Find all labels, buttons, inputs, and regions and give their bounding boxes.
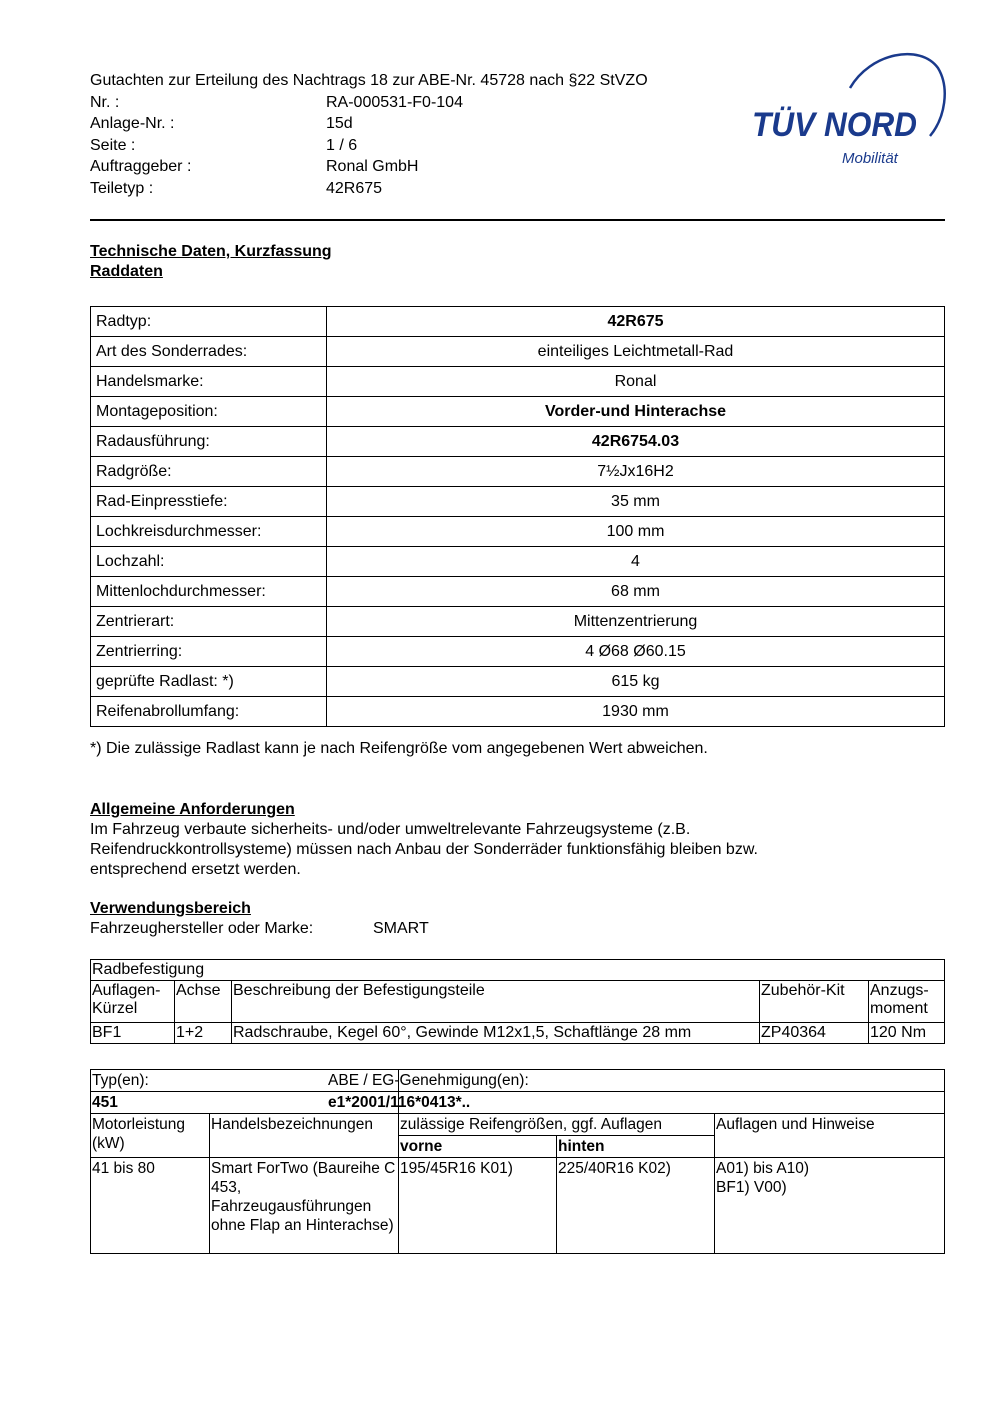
row-label: Handelsmarke: bbox=[91, 367, 327, 397]
section-title: Verwendungsbereich bbox=[90, 900, 251, 917]
row-value: 42R675 bbox=[327, 307, 945, 337]
svg-text:TÜV NORD: TÜV NORD bbox=[752, 106, 917, 144]
tuv-nord-logo bbox=[750, 48, 950, 178]
row-value: 100 mm bbox=[327, 517, 945, 547]
column-header: zulässige Reifengrößen, ggf. Auflagen bbox=[399, 1114, 715, 1136]
row-label: Radgröße: bbox=[91, 457, 327, 487]
table-row bbox=[91, 367, 945, 397]
radbefestigung-table bbox=[90, 959, 945, 1044]
paragraph-line: Im Fahrzeug verbaute sicherheits- und/oder umweltrelevante Fahrzeugsysteme (z.B. bbox=[90, 821, 691, 838]
document-title: Gutachten zur Erteilung des Nachtrags 18 zur ABE-Nr. 45728 nach §22 StVZO bbox=[90, 72, 648, 89]
table-row bbox=[91, 337, 945, 367]
row-value: 4 Ø68 Ø60.15 bbox=[327, 637, 945, 667]
row-value: 35 mm bbox=[327, 487, 945, 517]
field-value: 1 / 6 bbox=[326, 136, 358, 154]
column-header: hinten bbox=[557, 1136, 715, 1158]
table-row bbox=[91, 517, 945, 547]
document-header bbox=[90, 70, 648, 199]
manufacturer-value: SMART bbox=[373, 920, 429, 937]
row-label: Art des Sonderrades: bbox=[91, 337, 327, 367]
raddaten-table bbox=[90, 306, 945, 727]
table-row bbox=[91, 487, 945, 517]
row-label: Montageposition: bbox=[91, 397, 327, 427]
paragraph-line: entsprechend ersetzt werden. bbox=[90, 861, 301, 878]
column-header: Beschreibung der Befestigungsteile bbox=[232, 981, 760, 1023]
table-cell: 1+2 bbox=[175, 1023, 232, 1044]
table-row bbox=[91, 397, 945, 427]
table-cell: Smart ForTwo (Baureihe C 453, Fahrzeugausführungen ohne Flap an Hinterachse) bbox=[210, 1158, 399, 1254]
row-value: 68 mm bbox=[327, 577, 945, 607]
column-header: Anzugs-moment bbox=[869, 981, 945, 1023]
table-cell: 225/40R16 K02) bbox=[557, 1158, 715, 1254]
row-value: Mittenzentrierung bbox=[327, 607, 945, 637]
row-label: Lochkreisdurchmesser: bbox=[91, 517, 327, 547]
field-label: Nr. : bbox=[90, 93, 120, 111]
column-header: Handelsbezeichnungen bbox=[210, 1114, 399, 1158]
row-value: einteiliges Leichtmetall-Rad bbox=[327, 337, 945, 367]
table-title: Radbefestigung bbox=[91, 960, 945, 981]
table-cell: Radschraube, Kegel 60°, Gewinde M12x1,5, Schaftlänge 28 mm bbox=[232, 1023, 760, 1044]
table-row bbox=[91, 607, 945, 637]
row-label: Zentrierart: bbox=[91, 607, 327, 637]
typ-value: 451 bbox=[91, 1092, 399, 1114]
section-title: Technische Daten, Kurzfassung bbox=[90, 243, 332, 260]
column-header: Zubehör-Kit bbox=[760, 981, 869, 1023]
table-row bbox=[91, 577, 945, 607]
table-row bbox=[91, 457, 945, 487]
column-header: Motorleistung (kW) bbox=[91, 1114, 210, 1158]
paragraph-line: Reifendruckkontrollsysteme) müssen nach Anbau der Sonderräder funktionsfähig bleiben bzw. bbox=[90, 841, 758, 858]
footnote: *) Die zulässige Radlast kann je nach Reifengröße vom angegebenen Wert abweichen. bbox=[90, 740, 708, 757]
row-label: Mittenlochdurchmesser: bbox=[91, 577, 327, 607]
section-title: Allgemeine Anforderungen bbox=[90, 801, 295, 818]
table-cell: BF1 bbox=[91, 1023, 175, 1044]
row-value: 1930 mm bbox=[327, 697, 945, 727]
svg-text:Mobilität: Mobilität bbox=[842, 150, 898, 167]
table-cell: 195/45R16 K01) bbox=[399, 1158, 557, 1254]
table-cell: 41 bis 80 bbox=[91, 1158, 210, 1254]
row-value: Vorder-und Hinterachse bbox=[327, 397, 945, 427]
row-value: Ronal bbox=[327, 367, 945, 397]
row-label: Zentrierring: bbox=[91, 637, 327, 667]
row-label: Rad-Einpresstiefe: bbox=[91, 487, 327, 517]
table-cell: A01) bis A10) BF1) V00) bbox=[715, 1158, 945, 1254]
table-cell: 120 Nm bbox=[869, 1023, 945, 1044]
table-cell: ZP40364 bbox=[760, 1023, 869, 1044]
row-value: 7½Jx16H2 bbox=[327, 457, 945, 487]
row-value: 42R6754.03 bbox=[327, 427, 945, 457]
column-header: vorne bbox=[399, 1136, 557, 1158]
row-value: 615 kg bbox=[327, 667, 945, 697]
typ-label: Typ(en): bbox=[91, 1070, 399, 1092]
field-label: Teiletyp : bbox=[90, 179, 154, 197]
row-label: geprüfte Radlast: *) bbox=[91, 667, 327, 697]
field-value: RA-000531-F0-104 bbox=[326, 93, 463, 111]
table-row bbox=[91, 547, 945, 577]
field-value: Ronal GmbH bbox=[326, 158, 419, 175]
typ-table bbox=[90, 1069, 945, 1254]
table-row bbox=[91, 637, 945, 667]
manufacturer-label: Fahrzeughersteller oder Marke: bbox=[90, 920, 314, 937]
field-value: 15d bbox=[326, 115, 353, 132]
abe-value: e1*2001/116*0413*.. bbox=[399, 1092, 945, 1114]
row-label: Reifenabrollumfang: bbox=[91, 697, 327, 727]
field-label: Anlage-Nr. : bbox=[90, 115, 175, 132]
field-label: Auftraggeber : bbox=[90, 158, 192, 175]
row-value: 4 bbox=[327, 547, 945, 577]
abe-label: ABE / EG-Genehmigung(en): bbox=[399, 1070, 945, 1092]
column-header: Auflagen-Kürzel bbox=[91, 981, 175, 1023]
table-row bbox=[91, 697, 945, 727]
field-label: Seite : bbox=[90, 136, 136, 154]
column-header: Auflagen und Hinweise bbox=[715, 1114, 945, 1158]
table-row bbox=[91, 307, 945, 337]
table-row bbox=[91, 667, 945, 697]
field-value: 42R675 bbox=[326, 179, 383, 197]
row-label: Radtyp: bbox=[91, 307, 327, 337]
section-subtitle: Raddaten bbox=[90, 263, 163, 280]
table-row bbox=[91, 427, 945, 457]
column-header: Achse bbox=[175, 981, 232, 1023]
divider bbox=[90, 219, 945, 221]
row-label: Radausführung: bbox=[91, 427, 327, 457]
row-label: Lochzahl: bbox=[91, 547, 327, 577]
